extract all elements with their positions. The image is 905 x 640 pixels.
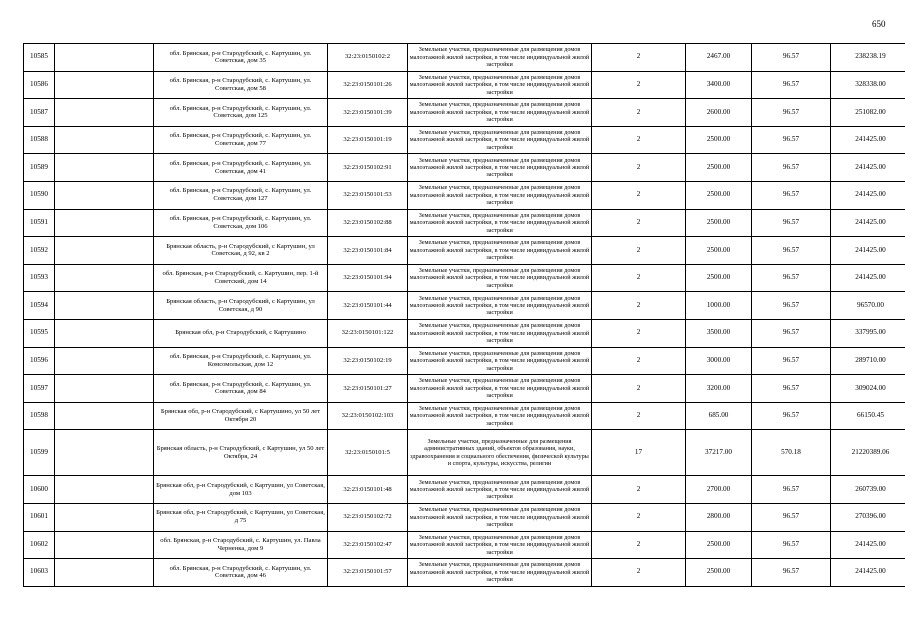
empty-cell bbox=[55, 154, 154, 182]
table-row bbox=[24, 154, 905, 182]
area-cell: 2500.00 bbox=[686, 559, 752, 587]
land-purpose-cell: Земельные участки, предназначенные для размещения домов малоэтажной жилой застройки, в том числе индивидуальной жилой застройки bbox=[408, 264, 592, 292]
cadastral-value-cell: 260739.00 bbox=[831, 476, 905, 504]
group-number-cell: 2 bbox=[592, 264, 686, 292]
group-number-cell: 2 bbox=[592, 319, 686, 347]
area-cell: 37217.00 bbox=[686, 430, 752, 476]
area-cell: 3200.00 bbox=[686, 375, 752, 403]
area-cell: 2500.00 bbox=[686, 264, 752, 292]
row-number: 10598 bbox=[24, 402, 55, 430]
group-number-cell: 2 bbox=[592, 126, 686, 154]
specific-value-cell: 96.57 bbox=[752, 402, 831, 430]
specific-value-cell: 96.57 bbox=[752, 476, 831, 504]
group-number-cell: 2 bbox=[592, 209, 686, 237]
group-number-cell: 2 bbox=[592, 181, 686, 209]
specific-value-cell: 96.57 bbox=[752, 264, 831, 292]
cadastral-number-cell: 32:23:0150101:5 bbox=[328, 430, 408, 476]
row-number: 10586 bbox=[24, 71, 55, 99]
table-row bbox=[24, 71, 905, 99]
row-number: 10587 bbox=[24, 99, 55, 127]
empty-cell bbox=[55, 402, 154, 430]
cadastral-number-cell: 32:23:0150102:91 bbox=[328, 154, 408, 182]
empty-cell bbox=[55, 209, 154, 237]
empty-cell bbox=[55, 264, 154, 292]
address-cell: обл. Брянская, р-н Стародубский, с. Картушин, ул. Советская, дом 46 bbox=[154, 559, 328, 587]
specific-value-cell: 570.18 bbox=[752, 430, 831, 476]
land-purpose-cell: Земельные участки, предназначенные для размещения домов малоэтажной жилой застройки, в том числе индивидуальной жилой застройки bbox=[408, 319, 592, 347]
land-purpose-cell: Земельные участки, предназначенные для размещения домов малоэтажной жилой застройки, в том числе индивидуальной жилой застройки bbox=[408, 503, 592, 531]
cadastral-number-cell: 32:23:0150101:57 bbox=[328, 559, 408, 587]
group-number-cell: 2 bbox=[592, 71, 686, 99]
specific-value-cell: 96.57 bbox=[752, 559, 831, 587]
row-number: 10601 bbox=[24, 503, 55, 531]
table-body bbox=[24, 44, 905, 587]
cadastral-value-cell: 241425.00 bbox=[831, 264, 905, 292]
area-cell: 3400.00 bbox=[686, 71, 752, 99]
address-cell: обл. Брянская, р-н Стародубский, с. Картушин, ул. Советская, дом 106 bbox=[154, 209, 328, 237]
cadastral-value-cell: 238238.19 bbox=[831, 44, 905, 72]
empty-cell bbox=[55, 503, 154, 531]
land-purpose-cell: Земельные участки, предназначенные для размещения домов малоэтажной жилой застройки, в том числе индивидуальной жилой застройки bbox=[408, 99, 592, 127]
cadastral-value-cell: 241425.00 bbox=[831, 181, 905, 209]
cadastral-value-cell: 241425.00 bbox=[831, 531, 905, 559]
cadastral-number-cell: 32:23:0150101:44 bbox=[328, 292, 408, 320]
cadastral-value-cell: 241425.00 bbox=[831, 237, 905, 265]
specific-value-cell: 96.57 bbox=[752, 237, 831, 265]
group-number-cell: 2 bbox=[592, 44, 686, 72]
cadastral-number-cell: 32:23:0150101:39 bbox=[328, 99, 408, 127]
row-number: 10597 bbox=[24, 375, 55, 403]
cadastral-number-cell: 32:23:0150101:26 bbox=[328, 71, 408, 99]
address-cell: обл. Брянская, р-н Стародубский, с. Картушин, ул. Советская, дом 84 bbox=[154, 375, 328, 403]
empty-cell bbox=[55, 430, 154, 476]
area-cell: 2500.00 bbox=[686, 209, 752, 237]
empty-cell bbox=[55, 237, 154, 265]
empty-cell bbox=[55, 319, 154, 347]
specific-value-cell: 96.57 bbox=[752, 503, 831, 531]
address-cell: Брянская обл, р-н Стародубский, с Картушино bbox=[154, 319, 328, 347]
row-number: 10599 bbox=[24, 430, 55, 476]
land-purpose-cell: Земельные участки, предназначенные для размещения домов малоэтажной жилой застройки, в том числе индивидуальной жилой застройки bbox=[408, 126, 592, 154]
table-row bbox=[24, 375, 905, 403]
cadastral-value-table bbox=[23, 43, 905, 587]
row-number: 10588 bbox=[24, 126, 55, 154]
group-number-cell: 17 bbox=[592, 430, 686, 476]
area-cell: 2500.00 bbox=[686, 181, 752, 209]
group-number-cell: 2 bbox=[592, 375, 686, 403]
cadastral-value-cell: 241425.00 bbox=[831, 126, 905, 154]
land-purpose-cell: Земельные участки, предназначенные для размещения домов малоэтажной жилой застройки, в том числе индивидуальной жилой застройки bbox=[408, 476, 592, 504]
area-cell: 2700.00 bbox=[686, 476, 752, 504]
table-row bbox=[24, 99, 905, 127]
area-cell: 2467.00 bbox=[686, 44, 752, 72]
empty-cell bbox=[55, 292, 154, 320]
group-number-cell: 2 bbox=[592, 402, 686, 430]
specific-value-cell: 96.57 bbox=[752, 292, 831, 320]
row-number: 10590 bbox=[24, 181, 55, 209]
land-purpose-cell: Земельные участки, предназначенные для размещения домов малоэтажной жилой застройки, в том числе индивидуальной жилой застройки bbox=[408, 44, 592, 72]
land-purpose-cell: Земельные участки, предназначенные для размещения домов малоэтажной жилой застройки, в том числе индивидуальной жилой застройки bbox=[408, 375, 592, 403]
land-purpose-cell: Земельные участки, предназначенные для размещения домов малоэтажной жилой застройки, в том числе индивидуальной жилой застройки bbox=[408, 154, 592, 182]
cadastral-number-cell: 32:23:0150101:48 bbox=[328, 476, 408, 504]
specific-value-cell: 96.57 bbox=[752, 99, 831, 127]
specific-value-cell: 96.57 bbox=[752, 319, 831, 347]
area-cell: 3500.00 bbox=[686, 319, 752, 347]
empty-cell bbox=[55, 347, 154, 375]
cadastral-number-cell: 32:23:0150102:2 bbox=[328, 44, 408, 72]
address-cell: Брянская область, р-н Стародубский, с Картушин, ул Советская, д 90 bbox=[154, 292, 328, 320]
row-number: 10602 bbox=[24, 531, 55, 559]
row-number: 10596 bbox=[24, 347, 55, 375]
empty-cell bbox=[55, 44, 154, 72]
address-cell: Брянская область, р-н Стародубский, с Картушин, ул Советская, д 92, кв 2 bbox=[154, 237, 328, 265]
specific-value-cell: 96.57 bbox=[752, 375, 831, 403]
empty-cell bbox=[55, 99, 154, 127]
table-row bbox=[24, 503, 905, 531]
address-cell: обл. Брянская, р-н Стародубский, с. Картушин, ул. Советская, дом 125 bbox=[154, 99, 328, 127]
land-purpose-cell: Земельные участки, предназначенные для размещения административных зданий, объектов образования, науки, здравоохранения и социального обеспечения, физической культуры и спорта, культуры, искусства, религии bbox=[408, 430, 592, 476]
table-row bbox=[24, 126, 905, 154]
land-purpose-cell: Земельные участки, предназначенные для размещения домов малоэтажной жилой застройки, в том числе индивидуальной жилой застройки bbox=[408, 559, 592, 587]
row-number: 10595 bbox=[24, 319, 55, 347]
cadastral-value-cell: 96570.00 bbox=[831, 292, 905, 320]
cadastral-number-cell: 32:23:0150101:94 bbox=[328, 264, 408, 292]
row-number: 10603 bbox=[24, 559, 55, 587]
specific-value-cell: 96.57 bbox=[752, 531, 831, 559]
area-cell: 2600.00 bbox=[686, 99, 752, 127]
page-number: 650 bbox=[872, 19, 886, 29]
address-cell: обл. Брянская, р-н Стародубский, с. Картушин, ул. Советская, дом 35 bbox=[154, 44, 328, 72]
specific-value-cell: 96.57 bbox=[752, 154, 831, 182]
land-purpose-cell: Земельные участки, предназначенные для размещения домов малоэтажной жилой застройки, в том числе индивидуальной жилой застройки bbox=[408, 181, 592, 209]
empty-cell bbox=[55, 531, 154, 559]
table-row bbox=[24, 181, 905, 209]
specific-value-cell: 96.57 bbox=[752, 209, 831, 237]
group-number-cell: 2 bbox=[592, 292, 686, 320]
cadastral-number-cell: 32:23:0150101:27 bbox=[328, 375, 408, 403]
area-cell: 3000.00 bbox=[686, 347, 752, 375]
table-row bbox=[24, 264, 905, 292]
row-number: 10592 bbox=[24, 237, 55, 265]
group-number-cell: 2 bbox=[592, 559, 686, 587]
cadastral-value-cell: 251082.00 bbox=[831, 99, 905, 127]
address-cell: обл. Брянская, р-н Стародубский, с. Картушин, пер. 1-й Советский, дом 14 bbox=[154, 264, 328, 292]
table-row bbox=[24, 44, 905, 72]
address-cell: Брянская обл, р-н Стародубский, с Картушин, ул Советская, дом 103 bbox=[154, 476, 328, 504]
area-cell: 2500.00 bbox=[686, 237, 752, 265]
table-row bbox=[24, 476, 905, 504]
cadastral-number-cell: 32:23:0150101:19 bbox=[328, 126, 408, 154]
address-cell: Брянская обл, р-н Стародубский, с Картушин, ул Советская, д 75 bbox=[154, 503, 328, 531]
group-number-cell: 2 bbox=[592, 347, 686, 375]
land-purpose-cell: Земельные участки, предназначенные для размещения домов малоэтажной жилой застройки, в том числе индивидуальной жилой застройки bbox=[408, 209, 592, 237]
address-cell: Брянская область, р-н Стародубский, с Картушин, ул 50 лет Октября, 24 bbox=[154, 430, 328, 476]
address-cell: обл. Брянская, р-н Стародубский, с. Картушин, ул. Советская, дом 127 bbox=[154, 181, 328, 209]
land-purpose-cell: Земельные участки, предназначенные для размещения домов малоэтажной жилой застройки, в том числе индивидуальной жилой застройки bbox=[408, 402, 592, 430]
table-row bbox=[24, 209, 905, 237]
cadastral-value-cell: 289710.00 bbox=[831, 347, 905, 375]
specific-value-cell: 96.57 bbox=[752, 347, 831, 375]
address-cell: обл. Брянская, р-н Стародубский, с. Картушин, ул. Павла Черненка, дом 9 bbox=[154, 531, 328, 559]
area-cell: 685.00 bbox=[686, 402, 752, 430]
table-row bbox=[24, 292, 905, 320]
area-cell: 2500.00 bbox=[686, 126, 752, 154]
empty-cell bbox=[55, 559, 154, 587]
land-purpose-cell: Земельные участки, предназначенные для размещения домов малоэтажной жилой застройки, в том числе индивидуальной жилой застройки bbox=[408, 292, 592, 320]
cadastral-value-cell: 241425.00 bbox=[831, 154, 905, 182]
address-cell: обл. Брянская, р-н Стародубский, с. Картушин, ул. Советская, дом 58 bbox=[154, 71, 328, 99]
area-cell: 2800.00 bbox=[686, 503, 752, 531]
group-number-cell: 2 bbox=[592, 99, 686, 127]
table-row bbox=[24, 347, 905, 375]
cadastral-number-cell: 32:23:0150102:72 bbox=[328, 503, 408, 531]
specific-value-cell: 96.57 bbox=[752, 126, 831, 154]
area-cell: 2500.00 bbox=[686, 154, 752, 182]
cadastral-value-cell: 328338.00 bbox=[831, 71, 905, 99]
address-cell: Брянская обл, р-н Стародубский, с Картушино, ул 50 лет Октября 20 bbox=[154, 402, 328, 430]
group-number-cell: 2 bbox=[592, 531, 686, 559]
cadastral-value-cell: 270396.00 bbox=[831, 503, 905, 531]
area-cell: 1000.00 bbox=[686, 292, 752, 320]
cadastral-number-cell: 32:23:0150101:122 bbox=[328, 319, 408, 347]
cadastral-number-cell: 32:23:0150102:19 bbox=[328, 347, 408, 375]
cadastral-value-cell: 21220389.06 bbox=[831, 430, 905, 476]
cadastral-value-cell: 66150.45 bbox=[831, 402, 905, 430]
table-row bbox=[24, 402, 905, 430]
empty-cell bbox=[55, 181, 154, 209]
cadastral-number-cell: 32:23:0150101:84 bbox=[328, 237, 408, 265]
group-number-cell: 2 bbox=[592, 476, 686, 504]
address-cell: обл. Брянская, р-н Стародубский, с. Картушин, ул. Советская, дом 77 bbox=[154, 126, 328, 154]
cadastral-value-cell: 337995.00 bbox=[831, 319, 905, 347]
group-number-cell: 2 bbox=[592, 237, 686, 265]
table-row bbox=[24, 559, 905, 587]
specific-value-cell: 96.57 bbox=[752, 181, 831, 209]
table-row bbox=[24, 531, 905, 559]
row-number: 10593 bbox=[24, 264, 55, 292]
cadastral-value-cell: 241425.00 bbox=[831, 559, 905, 587]
empty-cell bbox=[55, 476, 154, 504]
table-row bbox=[24, 319, 905, 347]
address-cell: обл. Брянская, р-н Стародубский, с. Картушин, ул. Комсомольская, дом 12 bbox=[154, 347, 328, 375]
cadastral-number-cell: 32:23:0150102:88 bbox=[328, 209, 408, 237]
cadastral-number-cell: 32:23:0150102:47 bbox=[328, 531, 408, 559]
group-number-cell: 2 bbox=[592, 503, 686, 531]
specific-value-cell: 96.57 bbox=[752, 44, 831, 72]
address-cell: обл. Брянская, р-н Стародубский, с. Картушин, ул. Советская, дом 41 bbox=[154, 154, 328, 182]
land-purpose-cell: Земельные участки, предназначенные для размещения домов малоэтажной жилой застройки, в том числе индивидуальной жилой застройки bbox=[408, 531, 592, 559]
table-row bbox=[24, 430, 905, 476]
row-number: 10600 bbox=[24, 476, 55, 504]
empty-cell bbox=[55, 126, 154, 154]
area-cell: 2500.00 bbox=[686, 531, 752, 559]
row-number: 10591 bbox=[24, 209, 55, 237]
land-purpose-cell: Земельные участки, предназначенные для размещения домов малоэтажной жилой застройки, в том числе индивидуальной жилой застройки bbox=[408, 347, 592, 375]
table-row bbox=[24, 237, 905, 265]
specific-value-cell: 96.57 bbox=[752, 71, 831, 99]
land-purpose-cell: Земельные участки, предназначенные для размещения домов малоэтажной жилой застройки, в том числе индивидуальной жилой застройки bbox=[408, 237, 592, 265]
empty-cell bbox=[55, 71, 154, 99]
cadastral-value-cell: 241425.00 bbox=[831, 209, 905, 237]
row-number: 10585 bbox=[24, 44, 55, 72]
cadastral-number-cell: 32:23:0150102:103 bbox=[328, 402, 408, 430]
row-number: 10589 bbox=[24, 154, 55, 182]
empty-cell bbox=[55, 375, 154, 403]
row-number: 10594 bbox=[24, 292, 55, 320]
group-number-cell: 2 bbox=[592, 154, 686, 182]
cadastral-value-cell: 309024.00 bbox=[831, 375, 905, 403]
land-purpose-cell: Земельные участки, предназначенные для размещения домов малоэтажной жилой застройки, в том числе индивидуальной жилой застройки bbox=[408, 71, 592, 99]
cadastral-number-cell: 32:23:0150101:53 bbox=[328, 181, 408, 209]
